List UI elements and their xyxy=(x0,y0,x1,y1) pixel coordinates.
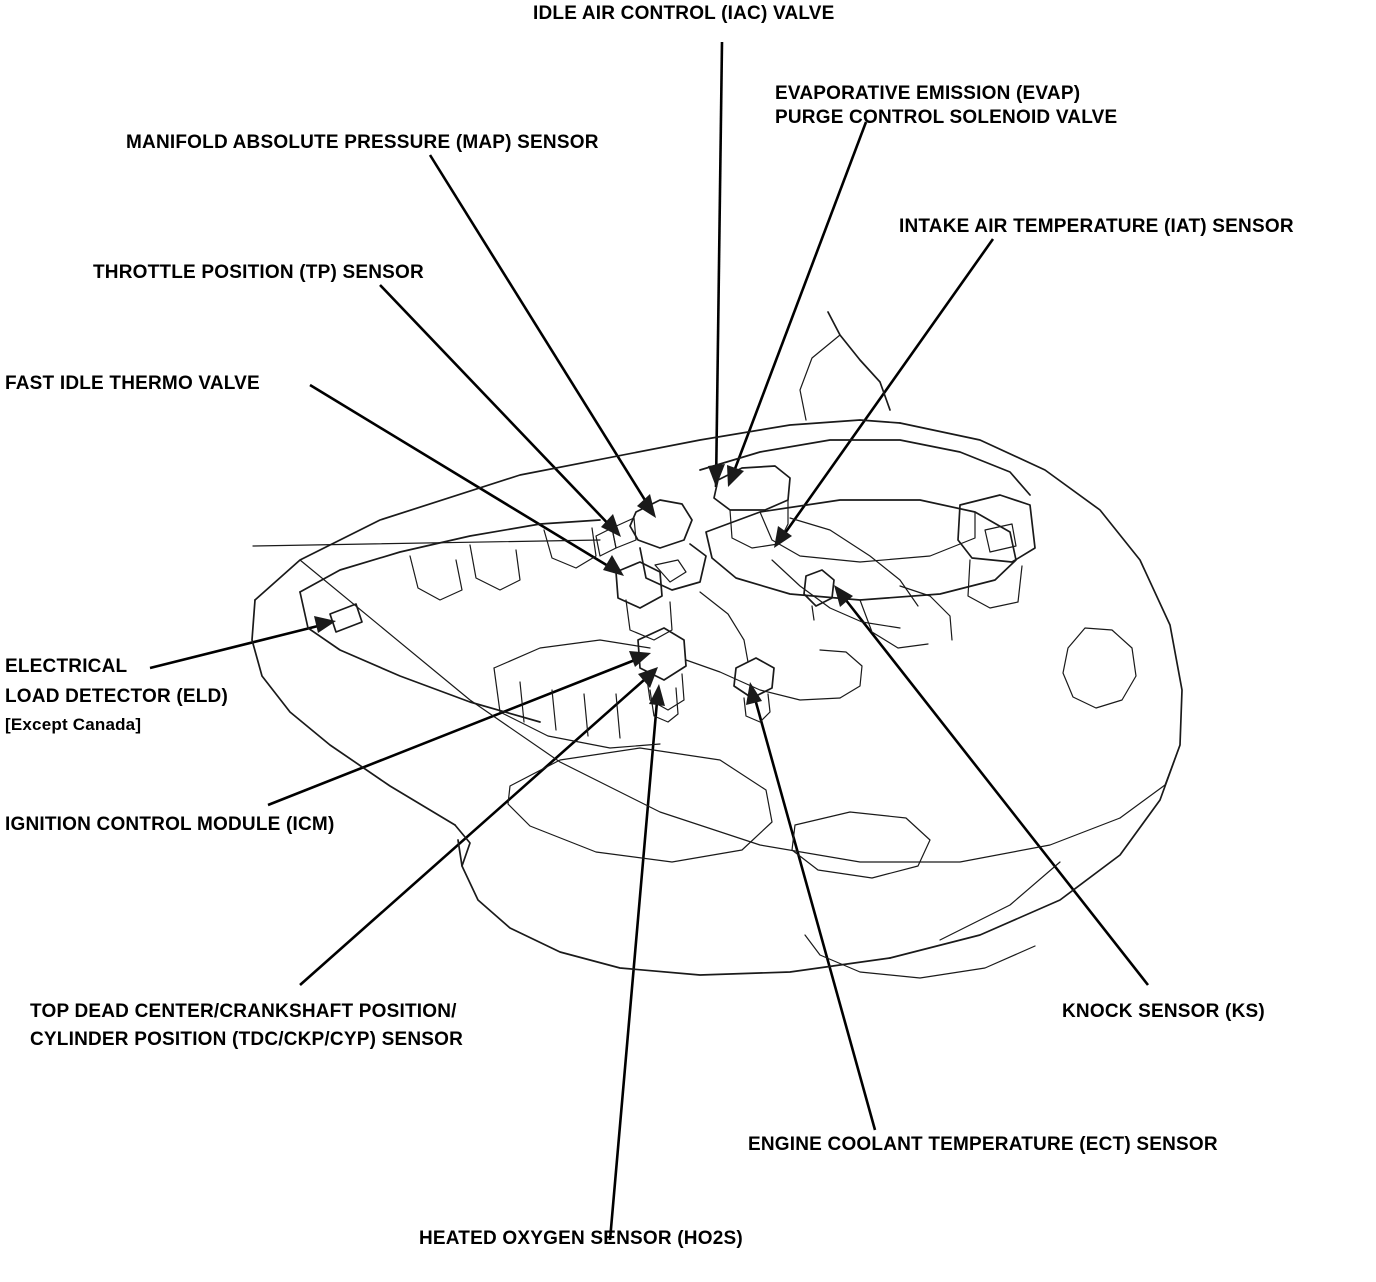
label-iat-sensor: INTAKE AIR TEMPERATURE (IAT) SENSOR xyxy=(899,216,1294,237)
label-eld-line2: LOAD DETECTOR (ELD) xyxy=(5,686,228,707)
label-map-sensor: MANIFOLD ABSOLUTE PRESSURE (MAP) SENSOR xyxy=(126,132,599,153)
label-fast-idle-thermo-valve: FAST IDLE THERMO VALVE xyxy=(5,373,260,394)
vehicle-body-outline xyxy=(252,420,1182,978)
label-eld-line3: [Except Canada] xyxy=(5,715,142,734)
label-icm: IGNITION CONTROL MODULE (ICM) xyxy=(5,814,335,835)
label-ho2s: HEATED OXYGEN SENSOR (HO2S) xyxy=(419,1228,743,1249)
label-tdc-ckp-cyp-line1: TOP DEAD CENTER/CRANKSHAFT POSITION/ xyxy=(30,1001,457,1022)
label-ect-sensor: ENGINE COOLANT TEMPERATURE (ECT) SENSOR xyxy=(748,1134,1218,1155)
label-evap-purge-line1: EVAPORATIVE EMISSION (EVAP) xyxy=(775,83,1081,104)
label-tdc-ckp-cyp-line2: CYLINDER POSITION (TDC/CKP/CYP) SENSOR xyxy=(30,1029,464,1050)
label-knock-sensor: KNOCK SENSOR (KS) xyxy=(1062,1001,1265,1022)
label-tp-sensor: THROTTLE POSITION (TP) SENSOR xyxy=(93,262,424,283)
label-evap-purge-line2: PURGE CONTROL SOLENOID VALVE xyxy=(775,107,1118,128)
label-eld-line1: ELECTRICAL xyxy=(5,656,128,677)
engine-assembly-artwork xyxy=(253,312,1035,748)
label-iac-valve: IDLE AIR CONTROL (IAC) VALVE xyxy=(533,3,835,24)
